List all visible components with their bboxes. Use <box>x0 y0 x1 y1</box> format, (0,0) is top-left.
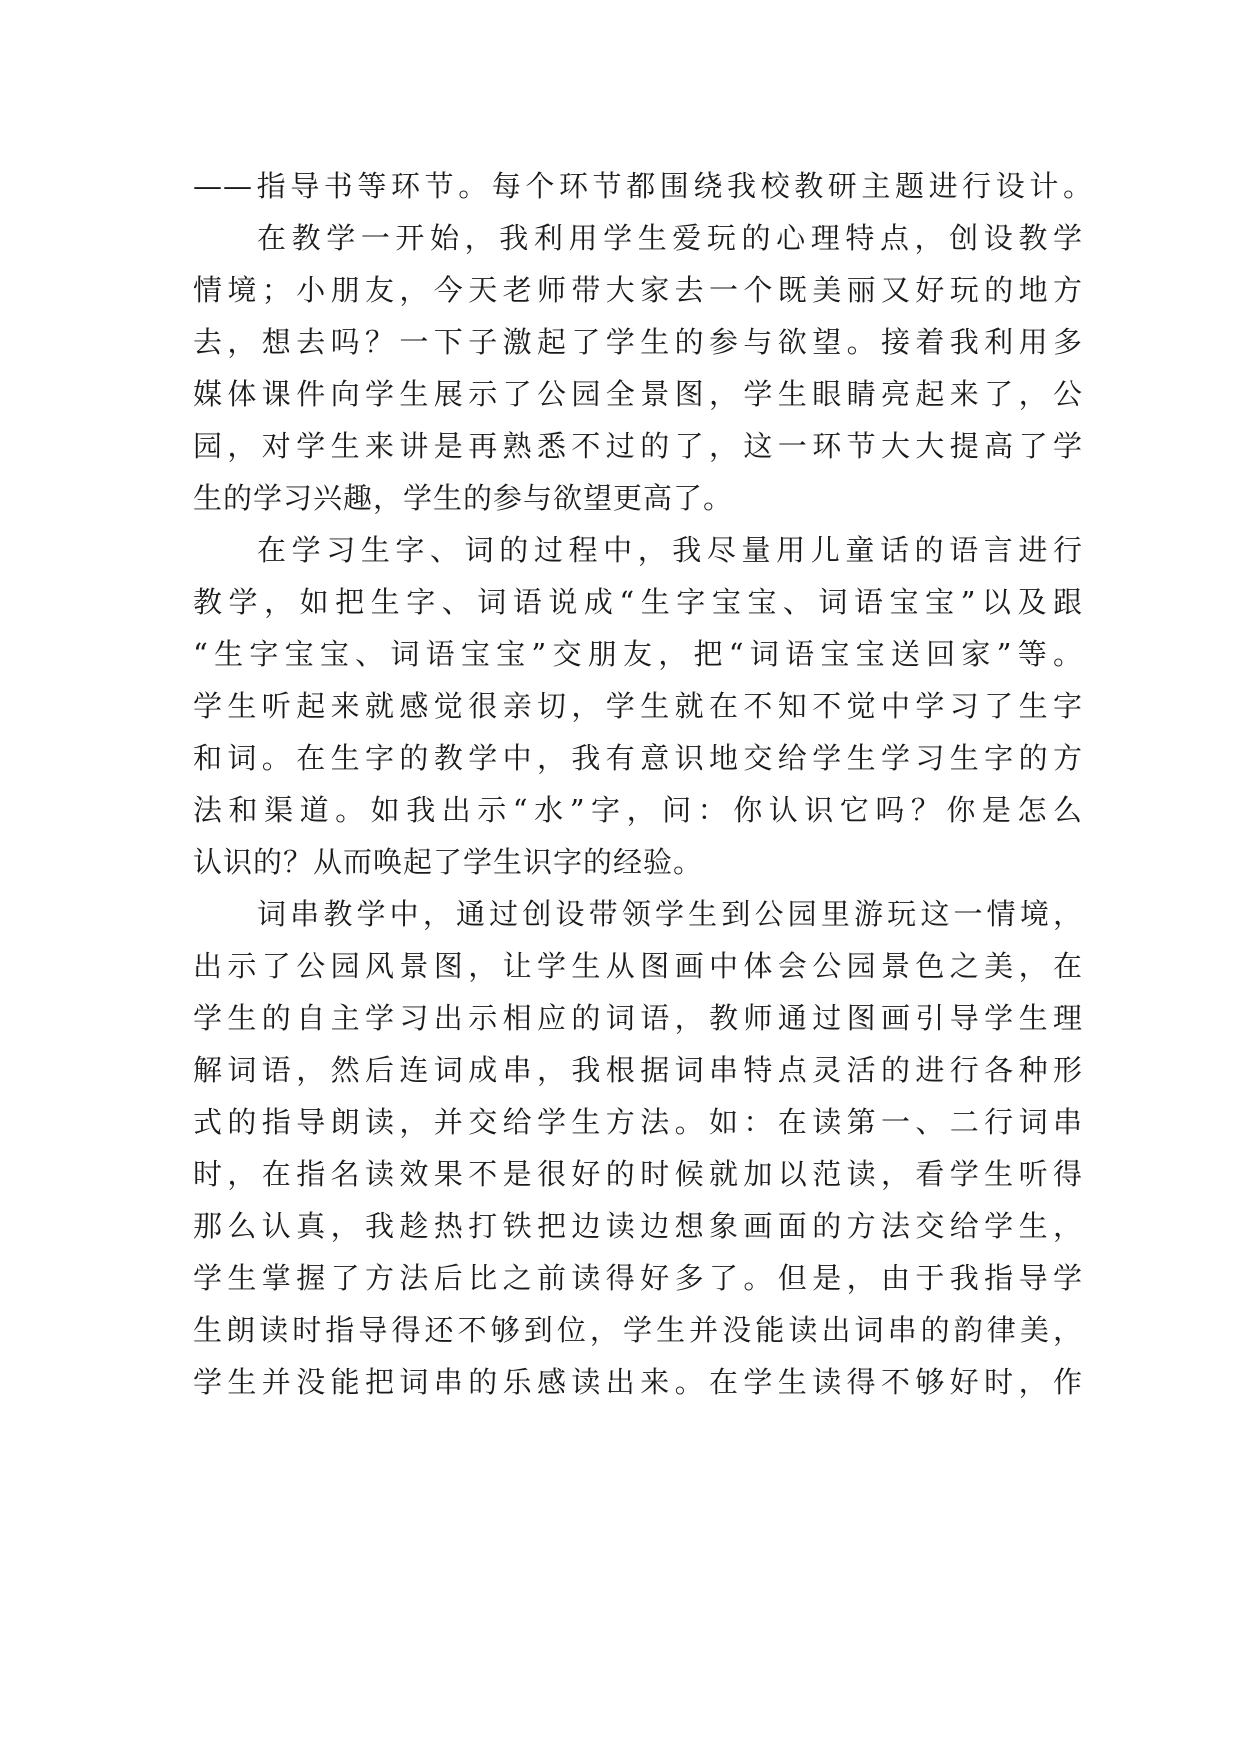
text-line: 媒体课件向学生展示了公园全景图，学生眼睛亮起来了，公 <box>193 377 1083 411</box>
text-line: 法和渠道。如我出示“水”字，问：你认识它吗？你是怎么 <box>193 793 1083 827</box>
body-text <box>193 160 1093 1408</box>
text-line: 学生掌握了方法后比之前读得好多了。但是，由于我指导学 <box>193 1261 1083 1295</box>
paragraph <box>193 888 1083 1408</box>
paragraph <box>193 524 1083 888</box>
text-line: 情境；小朋友，今天老师带大家去一个既美丽又好玩的地方 <box>193 273 1083 307</box>
text-line: 词串教学中，通过创设带领学生到公园里游玩这一情境， <box>257 897 1083 931</box>
text-line: 在教学一开始，我利用学生爱玩的心理特点，创设教学 <box>257 221 1083 255</box>
text-line: 解词语，然后连词成串，我根据词串特点灵活的进行各种形 <box>193 1053 1083 1087</box>
text-line: “生字宝宝、词语宝宝”交朋友，把“词语宝宝送回家”等。 <box>193 637 1083 671</box>
paragraph <box>193 160 1093 212</box>
text-line: 学生听起来就感觉很亲切，学生就在不知不觉中学习了生字 <box>193 689 1083 723</box>
text-line: 教学，如把生字、词语说成“生字宝宝、词语宝宝”以及跟 <box>193 585 1083 619</box>
text-line: 生朗读时指导得还不够到位，学生并没能读出词串的韵律美， <box>193 1313 1083 1347</box>
text-line: 时，在指名读效果不是很好的时候就加以范读，看学生听得 <box>193 1157 1083 1191</box>
text-line: 在学习生字、词的过程中，我尽量用儿童话的语言进行 <box>257 533 1083 567</box>
paragraph <box>193 212 1083 524</box>
text-line: 式的指导朗读，并交给学生方法。如：在读第一、二行词串 <box>193 1105 1083 1139</box>
text-line: 学生并没能把词串的乐感读出来。在学生读得不够好时，作 <box>193 1365 1083 1399</box>
text-line: 和词。在生字的教学中，我有意识地交给学生学习生字的方 <box>193 741 1083 775</box>
text-line: 生的学习兴趣，学生的参与欲望更高了。 <box>193 481 734 515</box>
text-line: 学生的自主学习出示相应的词语，教师通过图画引导学生理 <box>193 1001 1083 1035</box>
text-line: ——指导书等环节。每个环节都围绕我校教研主题进行设计。 <box>193 169 1093 203</box>
text-line: 去，想去吗？一下子激起了学生的参与欲望。接着我利用多 <box>193 325 1083 359</box>
text-line: 出示了公园风景图，让学生从图画中体会公园景色之美，在 <box>193 949 1083 983</box>
text-line: 园，对学生来讲是再熟悉不过的了，这一环节大大提高了学 <box>193 429 1083 463</box>
text-line: 那么认真，我趁热打铁把边读边想象画面的方法交给学生， <box>193 1209 1083 1243</box>
text-line: 认识的？从而唤起了学生识字的经验。 <box>193 845 704 879</box>
